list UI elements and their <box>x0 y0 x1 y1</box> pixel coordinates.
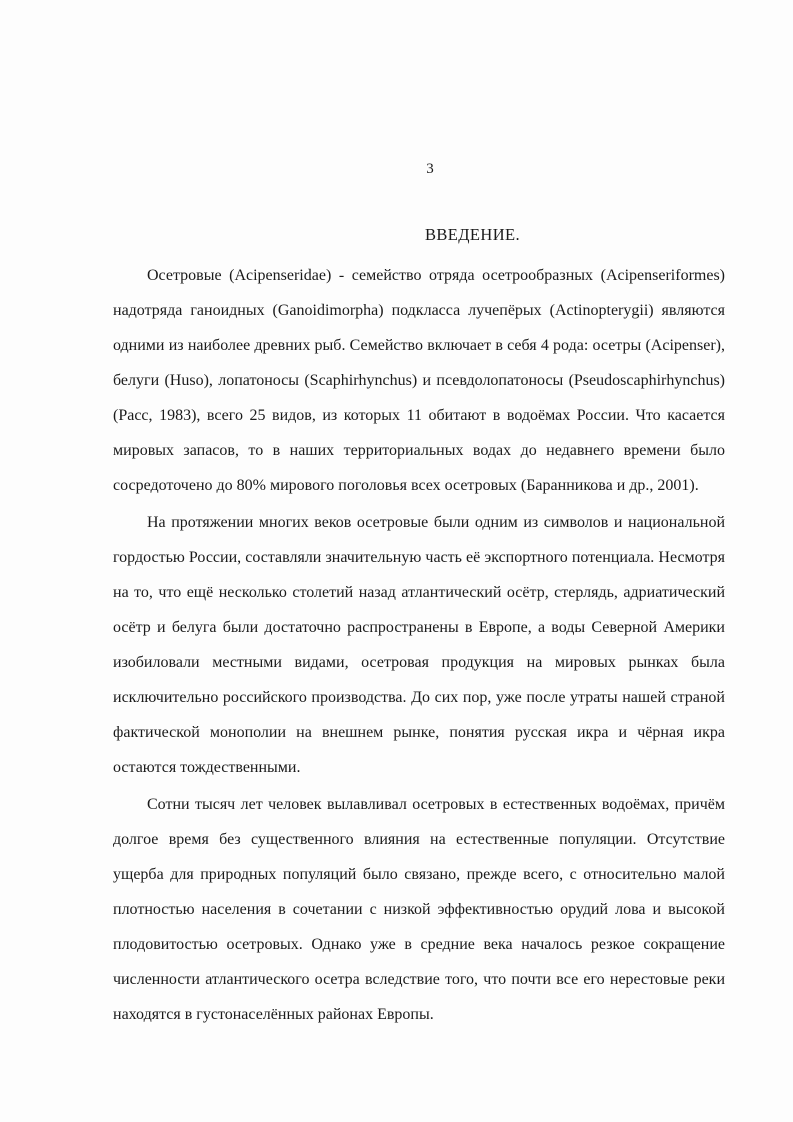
section-heading: ВВЕДЕНИЕ. <box>424 225 521 244</box>
page-number: 3 <box>426 161 434 177</box>
paragraph-3: Сотни тысяч лет человек вылавливал осетровых в естественных водоёмах, причём долгое время без существенного влияния на естественные популяции. Отсутствие ущерба для природных популяций было связано, прежде всего, с относительно малой плотностью населения в сочетании с низкой эффективностью орудий лова и высокой плодовитостью осетровых. Однако уже в средние века началось резкое сокращение численности атлантического осетра вследствие того, что почти все его нерестовые реки находятся в густонаселённых районах Европы. <box>113 796 725 1023</box>
paragraph-2: На протяжении многих веков осетровые были одним из символов и национальной гордостью России, составляли значительную часть её экспортного потенциала. Несмотря на то, что ещё несколько столетий назад атлантический осётр, стерлядь, адриатический осётр и белуга были достаточно распространены в Европе, а воды Северной Америки изобиловали местными видами, осетровая продукция на мировых рынках была исключительно российского производства. До сих пор, уже после утраты нашей страной фактической монополии на внешнем рынке, понятия русская икра и чёрная икра остаются тождественными. <box>113 514 725 776</box>
body-text <box>113 258 725 1032</box>
paragraph-1: Осетровые (Acipenseridae) - семейство отряда осетрообразных (Acipenseriformes) надотряда ганоидных (Ganoidimorpha) подкласса лучепёрых (Actinopterygii) являются одними из наиболее древних рыб. Семейство включает в себя 4 рода: осетры (Acipenser), белуги (Huso), лопатоносы (Scaphirhynchus) и псевдолопатоносы (Pseudoscaphirhynchus) (Расс, 1983), всего 25 видов, из которых 11 обитают в водоёмах России. Что касается мировых запасов, то в наших территориальных водах до недавнего времени было сосредоточено до 80% мирового поголовья всех осетровых (Баранникова и др., 2001). <box>113 267 725 494</box>
